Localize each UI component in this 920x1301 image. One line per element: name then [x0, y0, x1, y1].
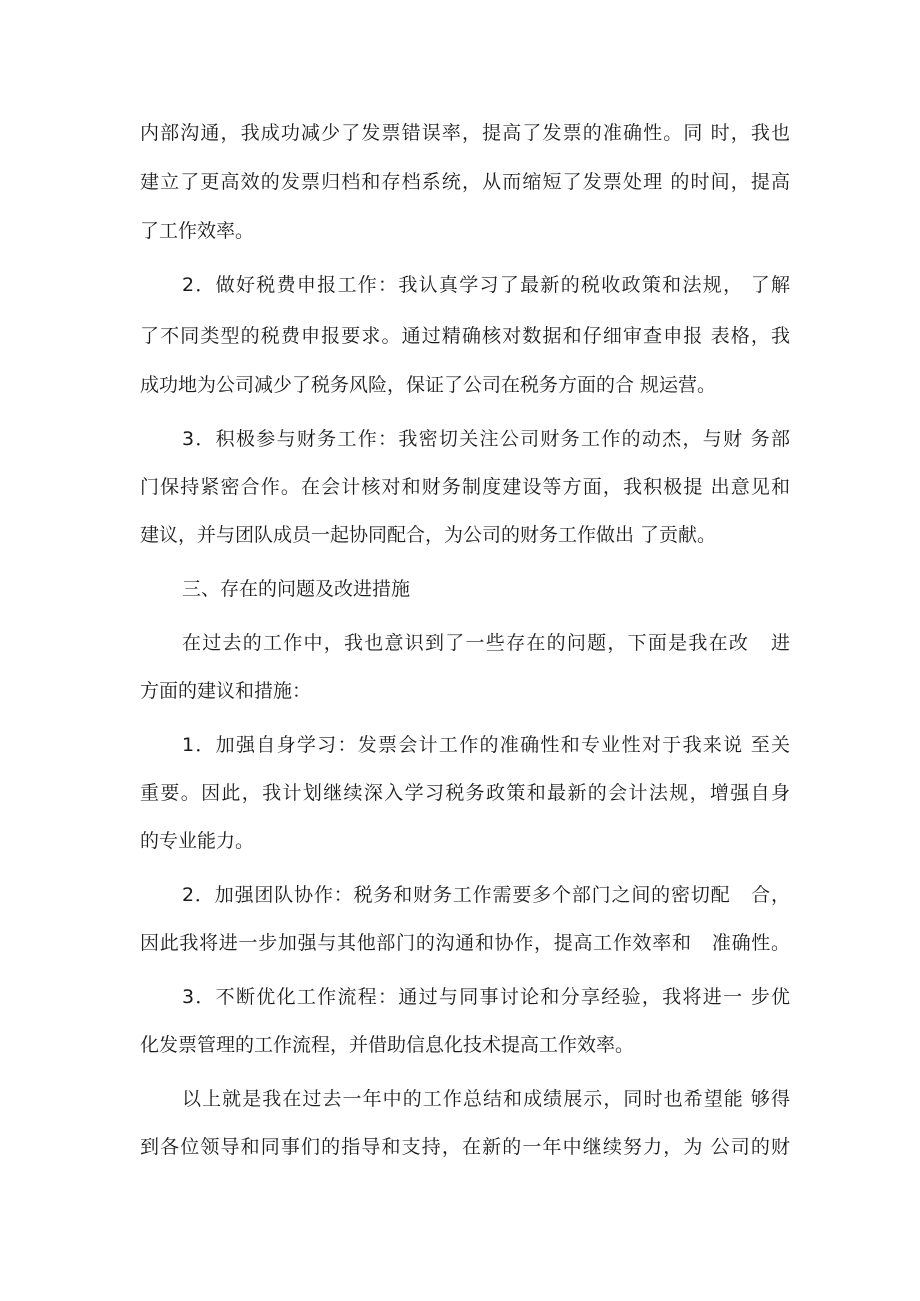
paragraph-line: 到各位领导和同事们的指导和支持，在新的一年中继续努力，为 公司的财 [140, 1136, 790, 1158]
paragraph-line: 重要。因此，我计划继续深入学习税务政策和最新的会计法规，增强自身 [140, 782, 790, 804]
paragraph-line: 化发票管理的工作流程，并借助信息化技术提高工作效率。 [140, 1034, 635, 1056]
paragraph-line: 了不同类型的税费申报要求。通过精确核对数据和仔细审查申报 表格，我 [140, 325, 790, 347]
paragraph-line: 因此我将进一步加强与其他部门的沟通和协作，提高工作效率和 准确性。 [140, 932, 790, 954]
paragraph-line: 门保持紧密合作。在会计核对和财务制度建设等方面，我积极提 出意见和 [140, 476, 790, 498]
paragraph-line: 了工作效率。 [140, 220, 255, 242]
paragraph-line: 方面的建议和措施： [140, 680, 312, 702]
numbered-item-line: 2．加强团队协作：税务和财务工作需要多个部门之间的密切配 合， [182, 884, 790, 906]
paragraph-line: 建立了更高效的发票归档和存档系统，从而缩短了发票处理 的时间，提高 [140, 171, 790, 193]
paragraph-line: 在过去的工作中，我也意识到了一些存在的问题，下面是我在改 进 [182, 632, 790, 654]
document-body [140, 0, 790, 1301]
numbered-item-line: 3．积极参与财务工作：我密切关注公司财务工作的动杰，与财 务部 [182, 428, 790, 450]
section-heading: 三、存在的问题及改进措施 [182, 578, 411, 600]
numbered-item-line: 2．做好税费申报工作：我认真学习了最新的税收政策和法规， 了解 [182, 274, 790, 296]
paragraph-line: 的专业能力。 [140, 830, 255, 852]
paragraph-line: 成功地为公司减少了税务风险，保证了公司在税务方面的合 规运营。 [140, 374, 717, 396]
paragraph-line: 内部沟通，我成功减少了发票错误率，提高了发票的准确性。同 时，我也 [140, 122, 790, 144]
numbered-item-line: 1．加强自身学习：发票会计工作的准确性和专业性对于我来说 至关 [182, 734, 790, 756]
paragraph-line: 建议，并与团队成员一起协同配合，为公司的财务工作做出 了贡献。 [140, 524, 717, 546]
numbered-item-line: 3．不断优化工作流程：通过与同事讨论和分享经验，我将进一 步优 [182, 986, 790, 1008]
paragraph-line: 以上就是我在过去一年中的工作总结和成绩展示，同时也希望能 够得 [182, 1088, 790, 1110]
